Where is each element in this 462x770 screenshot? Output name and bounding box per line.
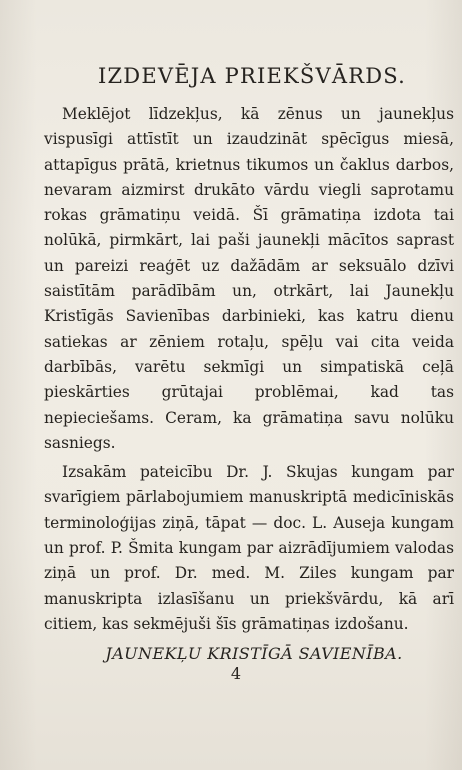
paragraph-1: Meklējot līdzekļus, kā zēnus un jaunekļus vispusīgi attīstīt un izaudzināt spēcīgus miesā, attapīgus prātā, krietnus tikumos un čaklus darbos, nevaram aizmirst drukāto vārdu viegli saprotamu rokas grāmatiņu veidā. Šī grāmatiņa izdota tai nolūkā, pirmkārt, lai paši jaunekļi mācītos saprast un pareizi reaģēt uz dažādām ar seksuālo dzīvi saistītām parādībām un, otrkārt, lai Jaunekļu Kristīgās Savienības darbinieki, kas katru dienu satiekas ar zēniem rotaļu, spēļu vai cita veida darbībās, varētu sekmīgi un simpatiskā ceļā pieskārties grūtajai problēmai, kad tas nepieciešams. Ceram, ka grāmatiņa savu nolūku sasniegs.	[44, 105, 454, 452]
signature: JAUNEKĻU KRISTĪGĀ SAVIENĪBA.	[105, 644, 403, 664]
page-title: IZDEVĒJA PRIEKŠVĀRDS.	[98, 64, 406, 88]
page-number: 4	[230, 664, 242, 683]
page-content	[44, 62, 454, 667]
paragraph-2: Izsakām pateicību Dr. J. Skujas kungam par svarīgiem pārlabojumiem manuskriptā medicīniskās terminoloģijas ziņā, tāpat — doc. L. Auseja kungam un prof. P. Šmita kungam par aizrādījumiem valodas ziņā un prof. Dr. med. M. Ziles kungam par manuskripta izlasīšanu un priekšvārdu, kā arī citiem, kas sekmējuši šīs grāmatiņas izdošanu.	[44, 463, 454, 633]
